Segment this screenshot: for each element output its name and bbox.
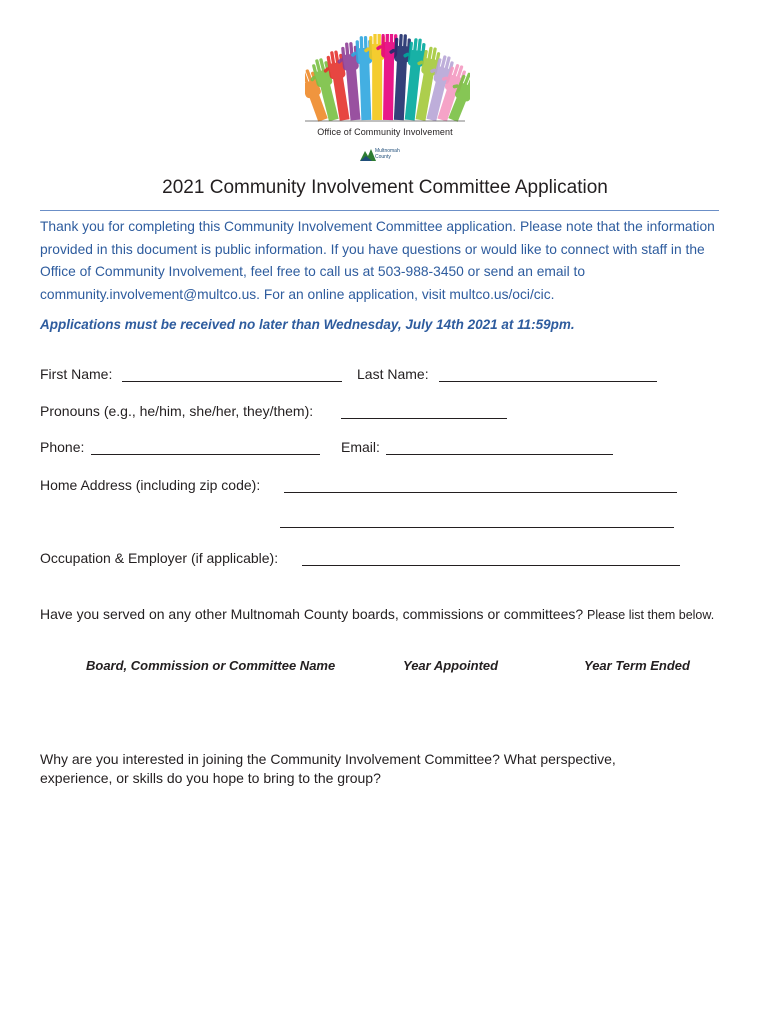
boards-question-text: Have you served on any other Multnomah County boards, commissions or committees? — [40, 606, 584, 622]
last-name-label: Last Name: — [357, 366, 429, 382]
county-name — [375, 148, 400, 160]
column-header-year-term-ended: Year Term Ended — [584, 658, 690, 673]
home-address-field[interactable] — [284, 492, 677, 493]
first-name-label: First Name: — [40, 366, 113, 382]
county-name-line2: County — [375, 154, 391, 160]
boards-answer-area[interactable] — [40, 680, 720, 740]
email-field[interactable] — [386, 454, 613, 455]
county-name-line1: Multnomah — [375, 148, 400, 154]
interest-question: Why are you interested in joining the Community Involvement Committee? What perspective, experience, or skills do you hope to bring to the group? — [40, 751, 616, 786]
boards-question-instruction: Please list them below. — [587, 608, 715, 622]
phone-label: Phone: — [40, 439, 85, 455]
intro-paragraph: Thank you for completing this Community Involvement Committee application. Please note that the information provided in this document is public information. If you have questions or would like to connect with staff in the Office of Community Involvement, feel free to call us at 503-988-3450 or send an email to community.involvement@multco.us. For an online application, visit multco.us/oci/cic. — [40, 219, 715, 302]
last-name-field[interactable] — [439, 381, 657, 382]
pronouns-label: Pronouns (e.g., he/him, she/her, they/them): — [40, 403, 314, 419]
email-label: Email: — [341, 439, 380, 455]
home-address-label: Home Address (including zip code): — [40, 477, 261, 493]
office-name: Office of Community Involvement — [317, 127, 453, 137]
interest-answer-area[interactable] — [40, 795, 720, 995]
column-header-board-name: Board, Commission or Committee Name — [86, 658, 336, 673]
column-header-year-appointed: Year Appointed — [403, 658, 499, 673]
deadline-notice: Applications must be received no later than Wednesday, July 14th 2021 at 11:59pm. — [40, 317, 575, 332]
title-divider — [40, 210, 719, 211]
page-title: 2021 Community Involvement Committee Application — [162, 177, 608, 198]
first-name-field[interactable] — [122, 381, 342, 382]
boards-question — [40, 605, 720, 625]
pronouns-field[interactable] — [341, 418, 507, 419]
occupation-label: Occupation & Employer (if applicable): — [40, 550, 279, 566]
occupation-field[interactable] — [302, 565, 680, 566]
home-address-field-line2[interactable] — [280, 527, 674, 528]
phone-field[interactable] — [91, 454, 320, 455]
